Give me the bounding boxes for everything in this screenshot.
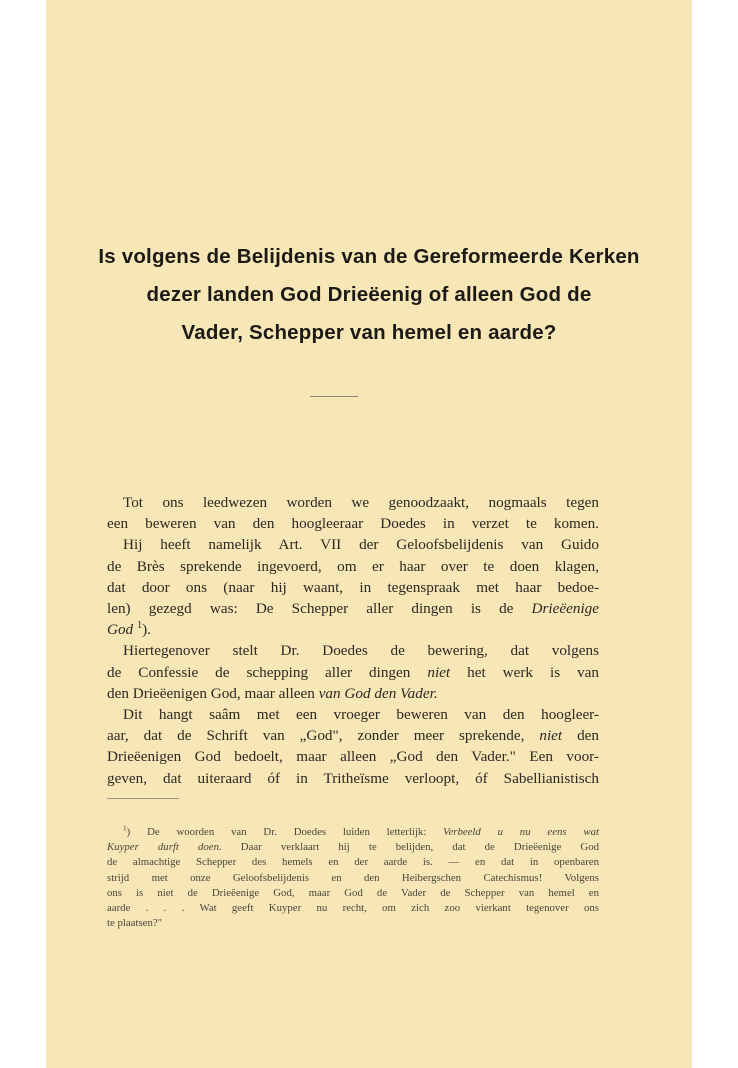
body-text-run: den [577, 727, 600, 745]
emphasis-text: niet [427, 663, 451, 681]
body-text [107, 492, 599, 789]
body-line: geven, dat uiteraard óf in Tritheïsme verloopt, óf Sabellianistisch [107, 769, 599, 787]
title-line-1: Is volgens de Belijdenis van de Gereformeerde Kerken [98, 245, 640, 268]
footnote-text-run: ) De woorden van Dr. Doedes luiden letterlijk: [126, 826, 427, 838]
body-text-run: den Drieëenigen God, maar alleen [107, 684, 315, 702]
body-text-run: het werk is van [467, 663, 600, 681]
footnote [107, 825, 599, 931]
body-line [107, 683, 599, 704]
body-line: Tot ons leedwezen worden we genoodzaakt, nogmaals tegen [123, 494, 599, 511]
footnote-line [107, 840, 599, 855]
emphasis-text: niet [539, 727, 563, 745]
emphasis-text: God [107, 621, 134, 639]
footnote-text-run: Daar verklaart hij te belijden, dat de Drieëenige God [240, 841, 599, 854]
footnote-marker: 1 [123, 823, 127, 833]
body-line: Hiertegenover stelt Dr. Doedes de bewering, dat volgens [123, 642, 599, 660]
footnote-reference: 1 [136, 620, 143, 632]
footnote-line: strijd met onze Geloofsbelijdenis en den Heibergschen Catechismus! Volgens [107, 871, 599, 884]
title-line-3: Vader, Schepper van hemel en aarde? [181, 321, 557, 344]
body-line: Dit hangt saâm met een vroeger beweren van den hoogleer- [123, 706, 599, 724]
title-divider [310, 396, 358, 397]
footnote-line [107, 825, 599, 840]
title-line-2: dezer landen God Drieëenig of alleen God de [146, 283, 592, 306]
footnote-emphasis: Verbeeld u nu eens wat [443, 826, 599, 838]
body-line [107, 662, 599, 683]
emphasis-text: Drieëenige [531, 600, 600, 618]
footnote-line: ons is niet de Drieëenige God, maar God de Vader de Schepper van hemel en [107, 886, 599, 899]
body-text-run: len) gezegd was: De Schepper aller dingen is de [107, 600, 514, 618]
body-line [107, 619, 599, 640]
footnote-line: te plaatsen?" [107, 917, 163, 930]
emphasis-text: van God den Vader. [318, 684, 438, 702]
body-line [107, 598, 599, 619]
page-title [46, 238, 692, 352]
body-line: dat door ons (naar hij waant, in tegenspraak met haar bedoe- [107, 578, 599, 596]
body-text-run: ). [142, 621, 151, 639]
footnote-line: de almachtige Schepper des hemels en der aarde is. — en dat in openbaren [107, 856, 599, 869]
footnote-emphasis: Kuyper durft doen. [107, 841, 222, 854]
body-line: een beweren van den hoogleeraar Doedes in verzet te komen. [107, 515, 599, 533]
footnote-line: aarde . . . Wat geeft Kuyper nu recht, om zich zoo vierkant tegenover ons [107, 902, 599, 915]
body-line: Hij heeft namelijk Art. VII der Geloofsbelijdenis van Guido [123, 536, 599, 554]
footnote-divider [107, 798, 179, 799]
document-page [46, 0, 692, 1068]
body-line [107, 725, 599, 746]
body-text-run: aar, dat de Schrift van „God", zonder meer sprekende, [107, 727, 525, 745]
body-line: de Brès sprekende ingevoerd, om er haar over te doen klagen, [107, 557, 599, 575]
body-text-run: de Confessie de schepping aller dingen [107, 663, 411, 681]
body-line: Drieëenigen God bedoelt, maar alleen „God den Vader." Een voor- [107, 748, 599, 766]
